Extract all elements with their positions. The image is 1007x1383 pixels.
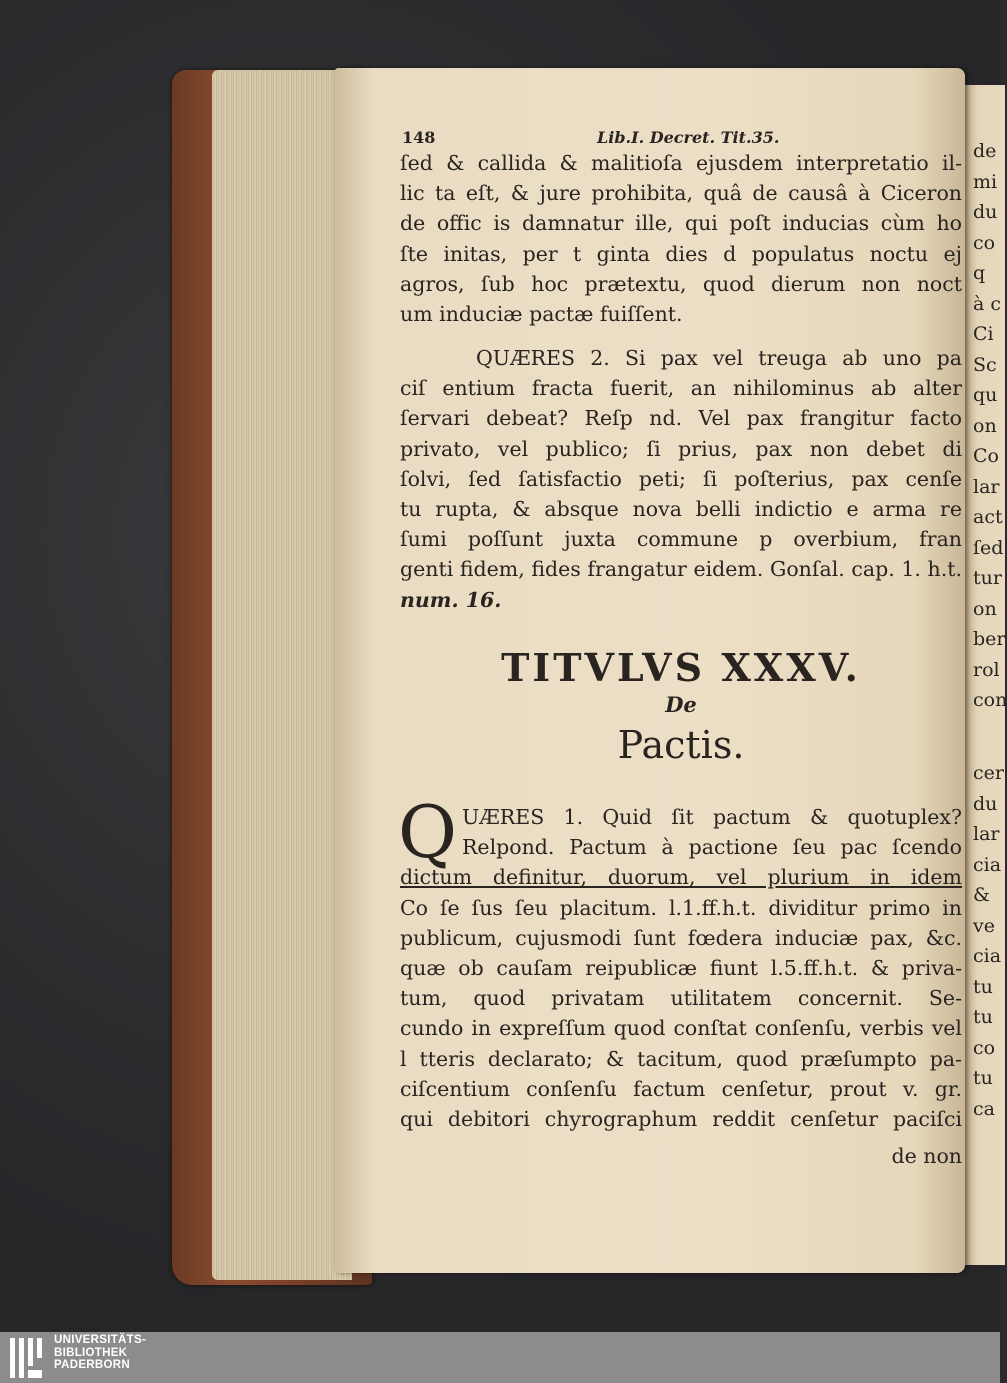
text-line: Co ſe ſus ſeu placitum. l.1.ff.h.t. dividitur primo in [400,895,962,920]
chapter-subheading-de: De [665,692,697,717]
margin-fragment: rol [973,658,1000,681]
text-line: privato, vel publico; ſi prius, pax non debet di [400,436,962,461]
text-line: quæ ob cauſam reipublicæ fiunt l.5.ff.h.t. & priva- [400,956,962,981]
margin-fragment: co [973,1036,996,1059]
text-line: UÆRES 1. Quid ſit pactum & quotuplex? [462,805,962,829]
text-line: tu rupta, & absque nova belli indictio e arma re [400,497,962,522]
text-line: num. 16. [400,587,502,612]
margin-fragment: du [973,792,998,815]
margin-fragment: mi [973,170,998,193]
text-line: ſed & callida & malitioſa ejusdem interpretatio il- [400,151,962,175]
page-edges [212,70,352,1280]
margin-fragment: con [973,689,1007,711]
margin-fragment: Ci [973,323,994,345]
margin-fragment: ve [973,914,995,937]
chapter-heading: TITVLVS XXXV. [501,645,861,690]
margin-fragment: on [973,597,997,620]
margin-fragment: Sc [973,353,997,376]
catchword: de non [891,1144,962,1168]
margin-fragment: tu [973,1006,993,1028]
text-line: l tteris declarato; & tacitum, quod præſumpto pa- [400,1046,962,1071]
institution-line: UNIVERSITÄTS- [54,1334,147,1346]
margin-fragment: lar [973,475,1000,498]
margin-fragment: ſed [973,536,1004,559]
text-line: ſte initas, per t ginta dies d populatus noctu ej [400,241,962,266]
margin-fragment: on [973,414,997,437]
text-line: tum, quod privatam utilitatem concernit. Se- [400,986,962,1011]
margin-fragment: ca [973,1097,995,1120]
margin-fragment: q [973,262,986,284]
chapter-subheading-pactis: Pactis. [617,723,745,767]
margin-fragment: tu [973,1067,993,1089]
footer-bar [0,1332,1000,1383]
margin-fragment: cer [973,762,1004,784]
drop-capital: Q [398,790,458,874]
paragraph-2 [400,343,962,615]
margin-fragment: cia [973,853,1002,876]
institution-name [54,1334,146,1372]
margin-fragment: tu [973,975,993,998]
margin-fragment: de [973,140,997,162]
next-page-margin-bottom [973,758,1004,1124]
text-line: ſolvi, ſed ſatisfactio peti; ſi poſterius, pax cenſe [400,466,962,491]
text-line: Relpond. Pactum à pactione ſeu pac ſcendo [462,835,962,860]
margin-fragment: Co [973,445,999,467]
margin-fragment: du [973,201,998,223]
text-line: lic ta eſt, & jure prohibita, quâ de causâ à Ciceron [400,181,962,206]
paragraph-3 [400,802,962,1134]
institution-line: BIBLIOTHEK [54,1346,128,1359]
institution-line: PADERBORN [54,1359,130,1371]
text-line: dictum definitur, duorum, vel plurium in idem [400,865,962,890]
text-line: genti fidem, fides frangatur eidem. Gonſal. cap. 1. h.t. [400,557,962,582]
text-line: um induciæ pactæ fuiſſent. [400,302,683,327]
margin-fragment: & [973,884,990,906]
margin-fragment: lar [973,823,1000,845]
margin-fragment: tur [973,567,1002,589]
text-line: cundo in expreſſum quod conſtat conſenſu, verbis vel [400,1016,962,1041]
text-line: agros, ſub hoc prætextu, quod dierum non noct [400,271,962,296]
library-logo-icon [8,1336,48,1380]
next-page-margin-top [973,136,1007,716]
text-line: ſumi poſſunt juxta commune p overbium, fran [400,527,962,552]
text-line: ciſ entium fracta fuerit, an nihilominus ab alter [400,376,962,401]
running-head [402,128,962,150]
running-head-title: Lib.I. Decret. Tit.35. [597,128,780,147]
margin-fragment: à c [973,292,1002,315]
paragraph-1 [400,148,962,329]
text-line: publicum, cujusmodi ſunt fœdera induciæ pax, &c. [400,925,962,950]
margin-fragment: cia [973,945,1002,967]
page-number: 148 [402,128,436,147]
margin-fragment: ber [973,628,1006,650]
margin-fragment: co [973,231,996,254]
text-line: qui debitori chyrographum reddit cenſetur paciſci [400,1107,962,1132]
margin-fragment: qu [973,384,998,406]
margin-fragment: act [973,506,1003,528]
text-line: ſervari debeat? Reſp nd. Vel pax frangitur facto [400,406,962,431]
text-line: de offic is damnatur ille, qui poſt inducias cùm ho [400,211,962,236]
text-line: ciſcentium conſenſu factum cenſetur, prout v. gr. [400,1076,962,1101]
text-line: QUÆRES 2. Si pax vel treuga ab uno pa [476,346,962,370]
